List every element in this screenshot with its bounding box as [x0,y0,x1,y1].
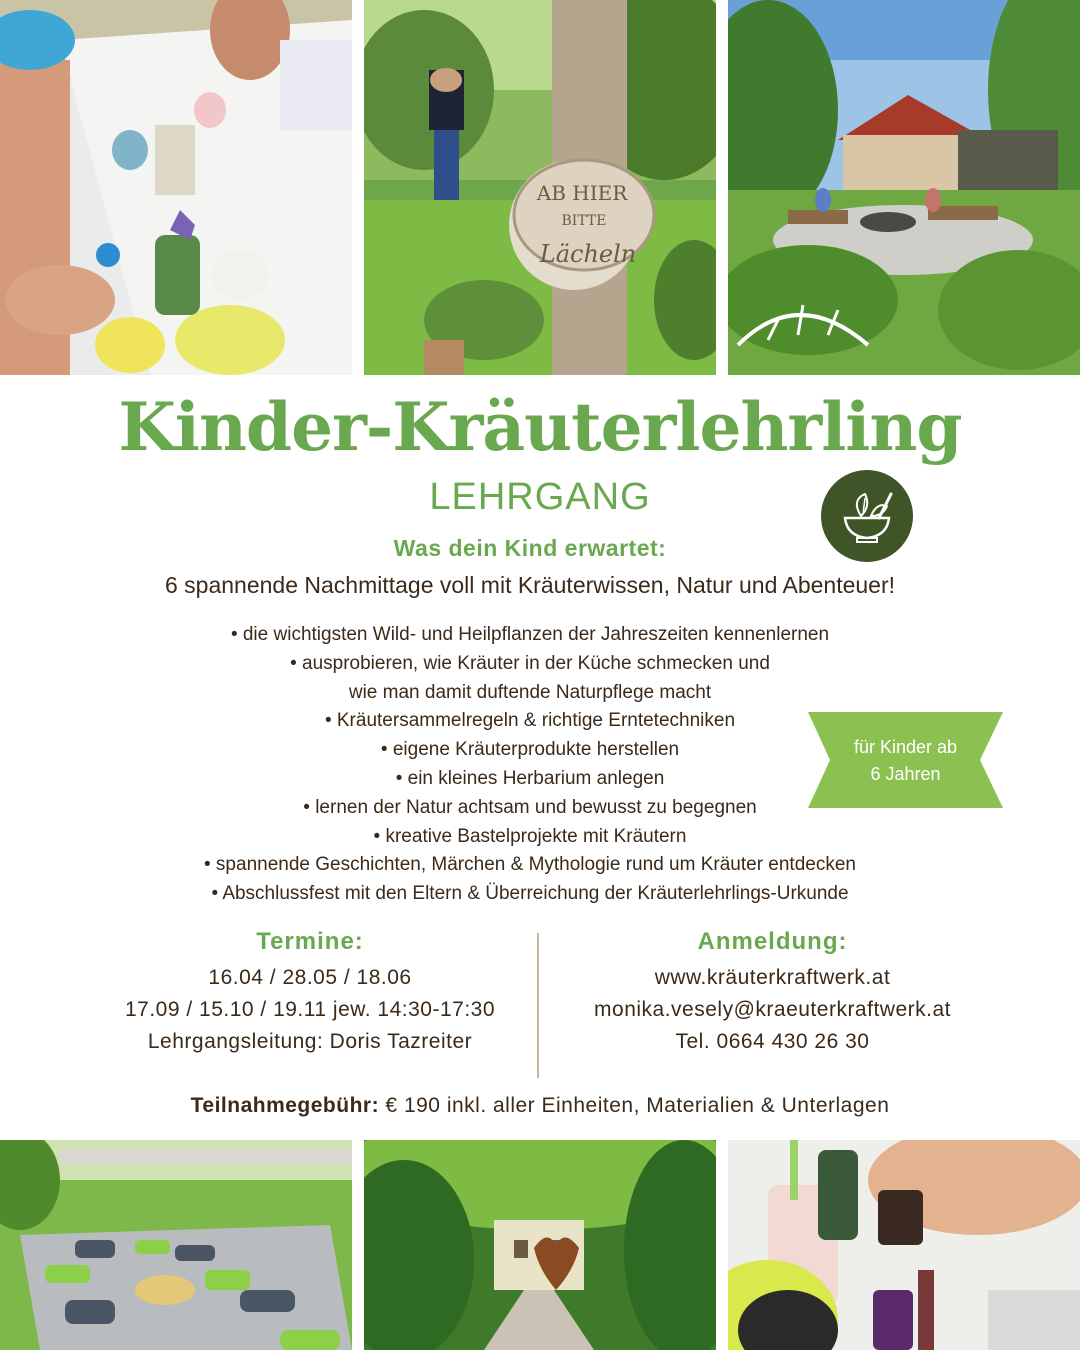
email-link[interactable]: monika.vesely@kraeuterkraftwerk.at [594,998,951,1021]
phone-number[interactable]: Tel. 0664 430 26 30 [675,1030,870,1053]
age-ribbon [808,712,1003,808]
age-tag-line1: für Kinder ab [853,737,958,757]
list-item: • Kräutersammelregeln & richtige Erntetechniken [324,710,736,732]
photo-garden-sign [364,0,716,375]
fee-line [0,1094,1080,1118]
sign-line3: Lächeln [539,240,637,268]
anmeldung-section [555,928,990,1058]
poster-subtitle: LEHRGANG [429,476,651,518]
sign-line2: BITTE [561,213,607,229]
list-item: • spannende Geschichten, Märchen & Mythologie rund um Kräuter entdecken [204,854,856,876]
website-link[interactable]: www.kräuterkraftwerk.at [654,966,891,989]
photo-fire-pit-garden [728,0,1080,375]
termine-section [95,928,525,1058]
course-leader: Lehrgangsleitung: Doris Tazreiter [147,1030,473,1053]
photo-children-table [0,0,352,375]
fee-text: € 190 inkl. aller Einheiten, Materialien & Unterlagen [379,1094,890,1117]
list-item: • lernen der Natur achtsam und bewusst zu begegnen [303,796,757,818]
intro-heading: Was dein Kind erwartet: [393,535,667,561]
termine-dates-2: 17.09 / 15.10 / 19.11 jew. 14:30-17:30 [124,998,496,1021]
photo-heart-arch [364,1140,716,1350]
list-item: • Abschlussfest mit den Eltern & Überreichung der Kräuterlehrlings-Urkunde [211,883,849,905]
termine-dates-1: 16.04 / 28.05 / 18.06 [208,966,412,989]
list-item: wie man damit duftende Naturpflege macht [348,681,712,703]
list-item: • die wichtigsten Wild- und Heilpflanzen der Jahreszeiten kennenlernen [230,624,830,645]
column-divider [537,933,539,1078]
list-item: • kreative Bastelprojekte mit Kräutern [373,825,687,847]
poster-title: Kinder-Kräuterlehrling [118,388,962,466]
photo-dropper-bottles [728,1140,1080,1350]
fee-label: Teilnahmegebühr: [190,1094,380,1117]
photo-picnic-blanket [0,1140,352,1350]
list-item: • ausprobieren, wie Kräuter in der Küche schmecken und [290,652,770,674]
intro-text: 6 spannende Nachmittage voll mit Kräuterwissen, Natur und Abenteuer! [164,572,896,598]
age-tag-line2: 6 Jahren [870,764,941,784]
anmeldung-heading: Anmeldung: [697,928,848,955]
list-item: • eigene Kräuterprodukte herstellen [380,739,680,761]
sign-line1: AB HIER [536,181,628,205]
list-item: • ein kleines Herbarium anlegen [395,767,665,789]
termine-heading: Termine: [256,928,364,955]
